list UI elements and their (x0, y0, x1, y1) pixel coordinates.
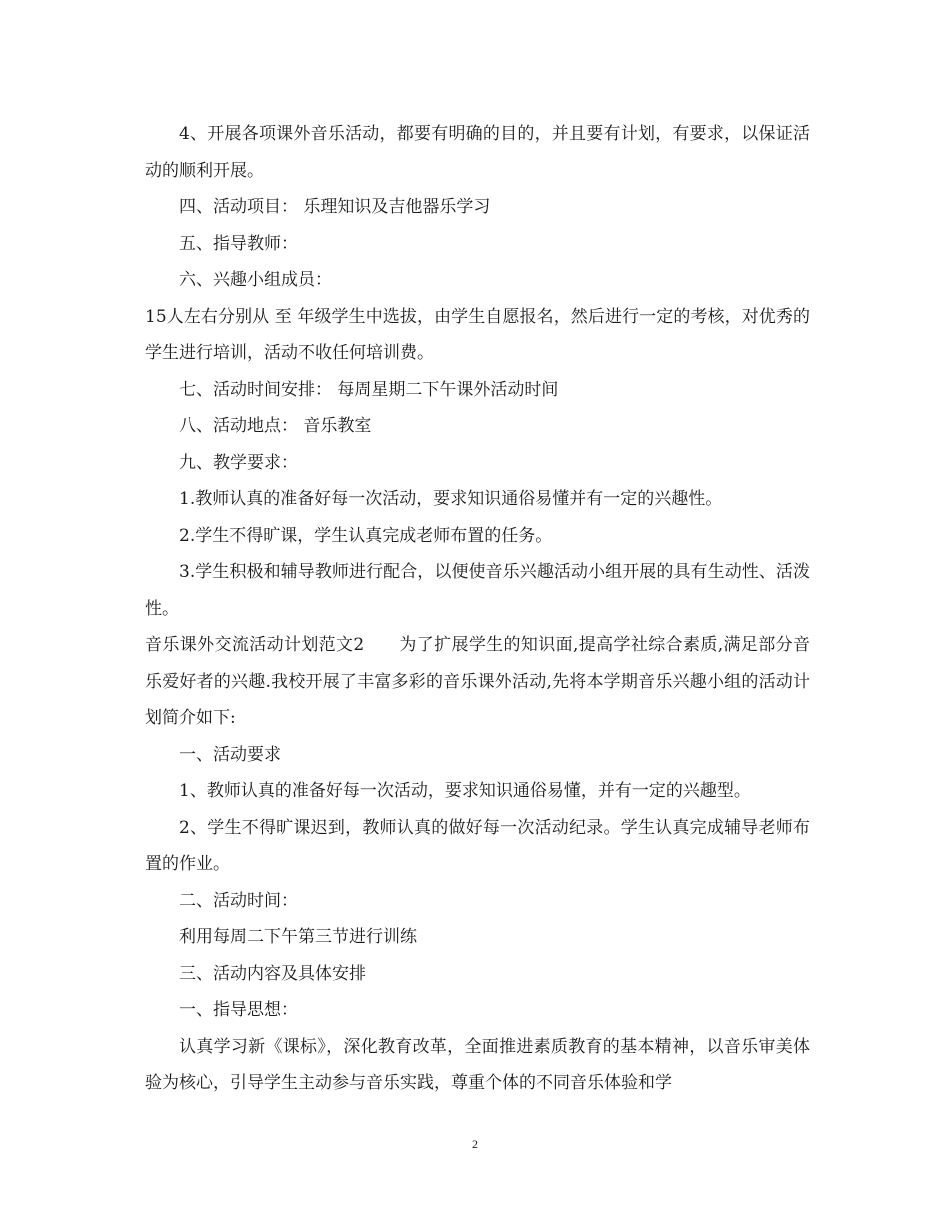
section-heading: 三、活动内容及具体安排 (179, 963, 366, 984)
section-heading: 九、教学要求： (179, 452, 298, 473)
list-item: 1、教师认真的准备好每一次活动，要求知识通俗易懂，并有一定的兴趣型。 (179, 781, 751, 801)
paragraph: 音乐课外交流活动计划范文2 为了扩展学生的知识面,提高学社综合素质,满足部分音乐爱好者的兴趣.我校开展了丰富多彩的音乐课外活动,先将本学期音乐兴趣小组的活动计划简介如下: (145, 635, 810, 728)
list-item: 1.教师认真的准备好每一次活动，要求知识通俗易懂并有一定的兴趣性。 (179, 489, 723, 509)
document-body (145, 116, 810, 1102)
list-item: 2、学生不得旷课迟到，教师认真的做好每一次活动纪录。学生认真完成辅导老师布置的作业。 (145, 817, 810, 874)
section-heading: 八、活动地点： 音乐教室 (179, 416, 372, 436)
list-item: 3.学生积极和辅导教师进行配合，以便使音乐兴趣活动小组开展的具有生动性、活泼性。 (145, 562, 810, 619)
paragraph: 认真学习新《课标》，深化教育改革，全面推进素质教育的基本精神，以音乐审美体验为核心，引导学生主动参与音乐实践，尊重个体的不同音乐体验和学 (145, 1036, 810, 1093)
section-heading: 一、指导思想： (179, 1000, 298, 1020)
section-heading: 七、活动时间安排： 每周星期二下午课外活动时间 (179, 379, 559, 400)
section-heading: 六、兴趣小组成员： (179, 270, 332, 290)
paragraph: 4、开展各项课外音乐活动，都要有明确的目的，并且要有计划，有要求，以保证活动的顺利开展。 (145, 124, 810, 181)
paragraph: 利用每周二下午第三节进行训练 (179, 927, 417, 947)
section-heading: 二、活动时间： (179, 890, 298, 911)
page-number: 2 (472, 1137, 478, 1151)
section-heading: 四、活动项目： 乐理知识及吉他器乐学习 (179, 197, 491, 217)
paragraph: 15人左右分别从 至 年级学生中选拔，由学生自愿报名，然后进行一定的考核，对优秀的学生进行培训，活动不收任何培训费。 (145, 306, 810, 363)
list-item: 2.学生不得旷课，学生认真完成老师布置的任务。 (179, 525, 553, 546)
section-heading: 一、活动要求 (179, 744, 281, 765)
section-heading: 五、指导教师： (179, 233, 298, 254)
